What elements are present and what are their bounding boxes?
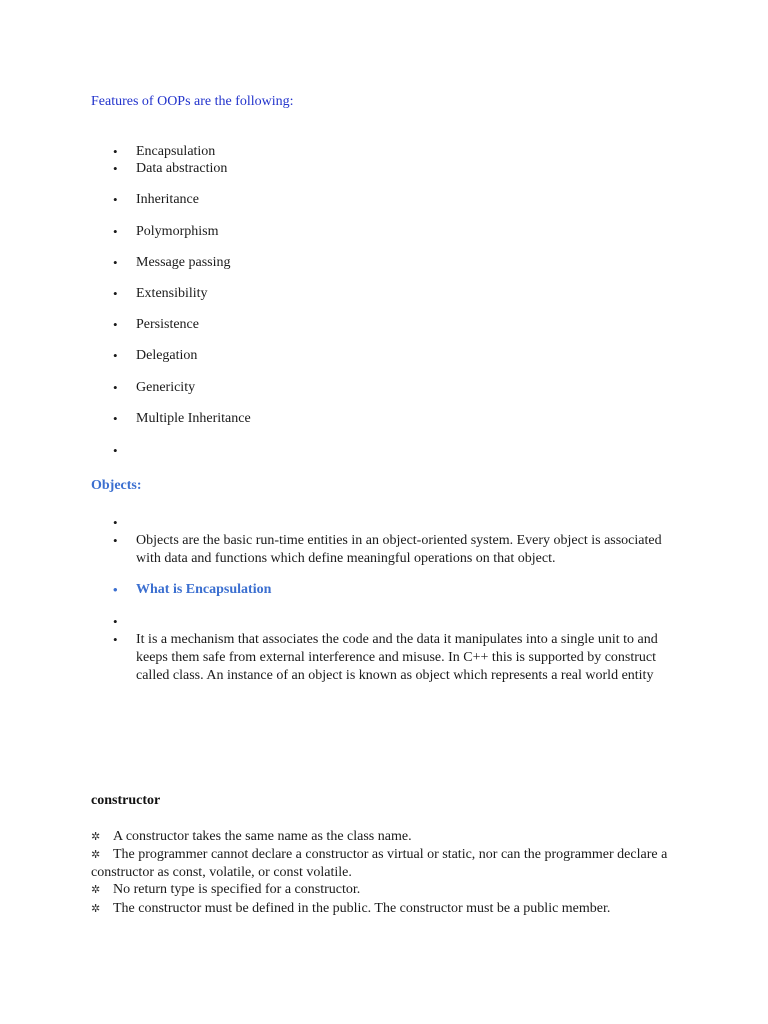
bullet-icon: • — [113, 443, 118, 458]
bullet-icon: • — [113, 224, 118, 239]
bullet-icon: • — [113, 144, 118, 159]
constructor-item: ✲ The constructor must be defined in the public. The constructor must be a public member. — [91, 901, 611, 916]
bullet-icon: • — [113, 255, 118, 270]
constructor-heading: constructor — [91, 793, 161, 808]
bullet-icon: • — [113, 582, 118, 597]
encapsulation-heading: What is Encapsulation — [136, 582, 272, 597]
objects-heading: Objects: — [91, 478, 142, 493]
bullet-icon: • — [113, 161, 118, 176]
constructor-item: ✲ The programmer cannot declare a constructor as virtual or static, nor can the programmer declare a constructor as const, volatile, or const volatile. — [91, 847, 668, 880]
constructor-item: ✲ A constructor takes the same name as the class name. — [91, 829, 412, 844]
star-bullet-icon: ✲ — [91, 903, 101, 915]
bullet-icon: • — [113, 380, 118, 395]
bullet-icon: • — [113, 515, 118, 530]
bullet-icon: • — [113, 317, 118, 332]
bullet-icon: • — [113, 632, 118, 647]
bullet-icon: • — [113, 533, 118, 548]
document-page: Features of OOPs are the following: • Encapsulation • Data abstraction • Inheritance • Polymorphism • Message passing • Extensibility • Persistence • Delegation • Genericity • Multiple Inheritance • Objects: • • Objects are the basic run-time entities in an object-oriented system. Every object is associated with data and functions which define meaningful operations on that object. • What is Encapsulation • • It is a mechanism that associates the code and the data it manipulates into a single unit to and keeps them safe from external interference and misuse. In C++ this is supported by construct called class. An instance of an object is known as object which represents a real world entity constructor ✲ A constructor takes the same name as the class name. ✲ The programmer cannot declare a constructor as virtual or static, nor can the programmer declare a constructor as const, volatile, or const volatile. ✲ No return type is specified for a constructor. ✲ The constructor must be defined in the public. The constructor must be a public member. — [0, 0, 768, 1024]
constructor-item: ✲ No return type is specified for a constructor. — [91, 882, 361, 897]
bullet-icon: • — [113, 614, 118, 629]
bullet-icon: • — [113, 192, 118, 207]
bullet-icon: • — [113, 286, 118, 301]
star-bullet-icon: ✲ — [91, 849, 101, 861]
star-bullet-icon: ✲ — [91, 831, 101, 843]
bullet-icon: • — [113, 411, 118, 426]
features-heading: Features of OOPs are the following: — [91, 94, 294, 109]
bullet-icon: • — [113, 348, 118, 363]
star-bullet-icon: ✲ — [91, 884, 101, 896]
